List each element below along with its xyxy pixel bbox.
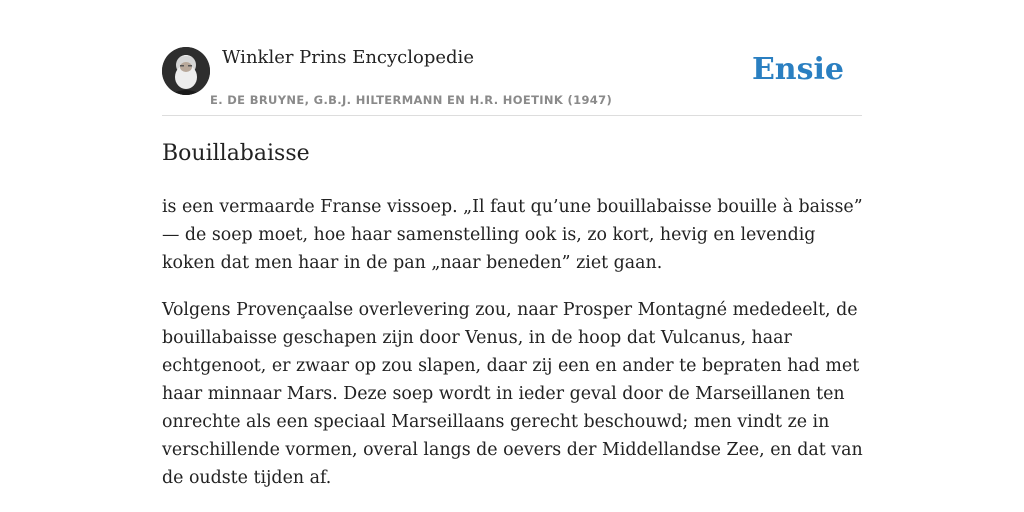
encyclopedia-title[interactable]: Winkler Prins Encyclopedie — [222, 47, 474, 68]
header-divider — [162, 115, 862, 116]
brand-logo-link[interactable]: Ensie — [751, 52, 844, 87]
header — [162, 46, 862, 116]
article — [162, 139, 867, 492]
author-avatar[interactable] — [162, 47, 210, 95]
article-title: Bouillabaisse — [162, 141, 310, 166]
author-portrait-icon — [162, 47, 210, 95]
authors-line: E. DE BRUYNE, G.B.J. HILTERMANN EN H.R. HOETINK (1947) — [210, 93, 613, 107]
article-paragraph: is een vermaarde Franse vissoep. „Il faut qu’une bouillabaisse bouille à baisse” — de soep moet, hoe haar samenstelling ook is, zo kort, hevig en levendig koken dat men haar in de pan „naar beneden” ziet gaan. — [162, 197, 863, 273]
article-paragraph: Volgens Provençaalse overlevering zou, naar Prosper Montagné mededeelt, de bouillabaisse geschapen zijn door Venus, in de hoop dat Vulcanus, haar echtgenoot, er zwaar op zou slapen, daar zij een en ander te bepraten had met haar minnaar Mars. Deze soep wordt in ieder geval door de Marseillanen ten onrechte als een speciaal Marseillaans gerecht beschouwd; men vindt ze in verschillende vormen, overal langs de oevers der Middellandse Zee, en dat van de oudste tijden af. — [162, 300, 863, 488]
